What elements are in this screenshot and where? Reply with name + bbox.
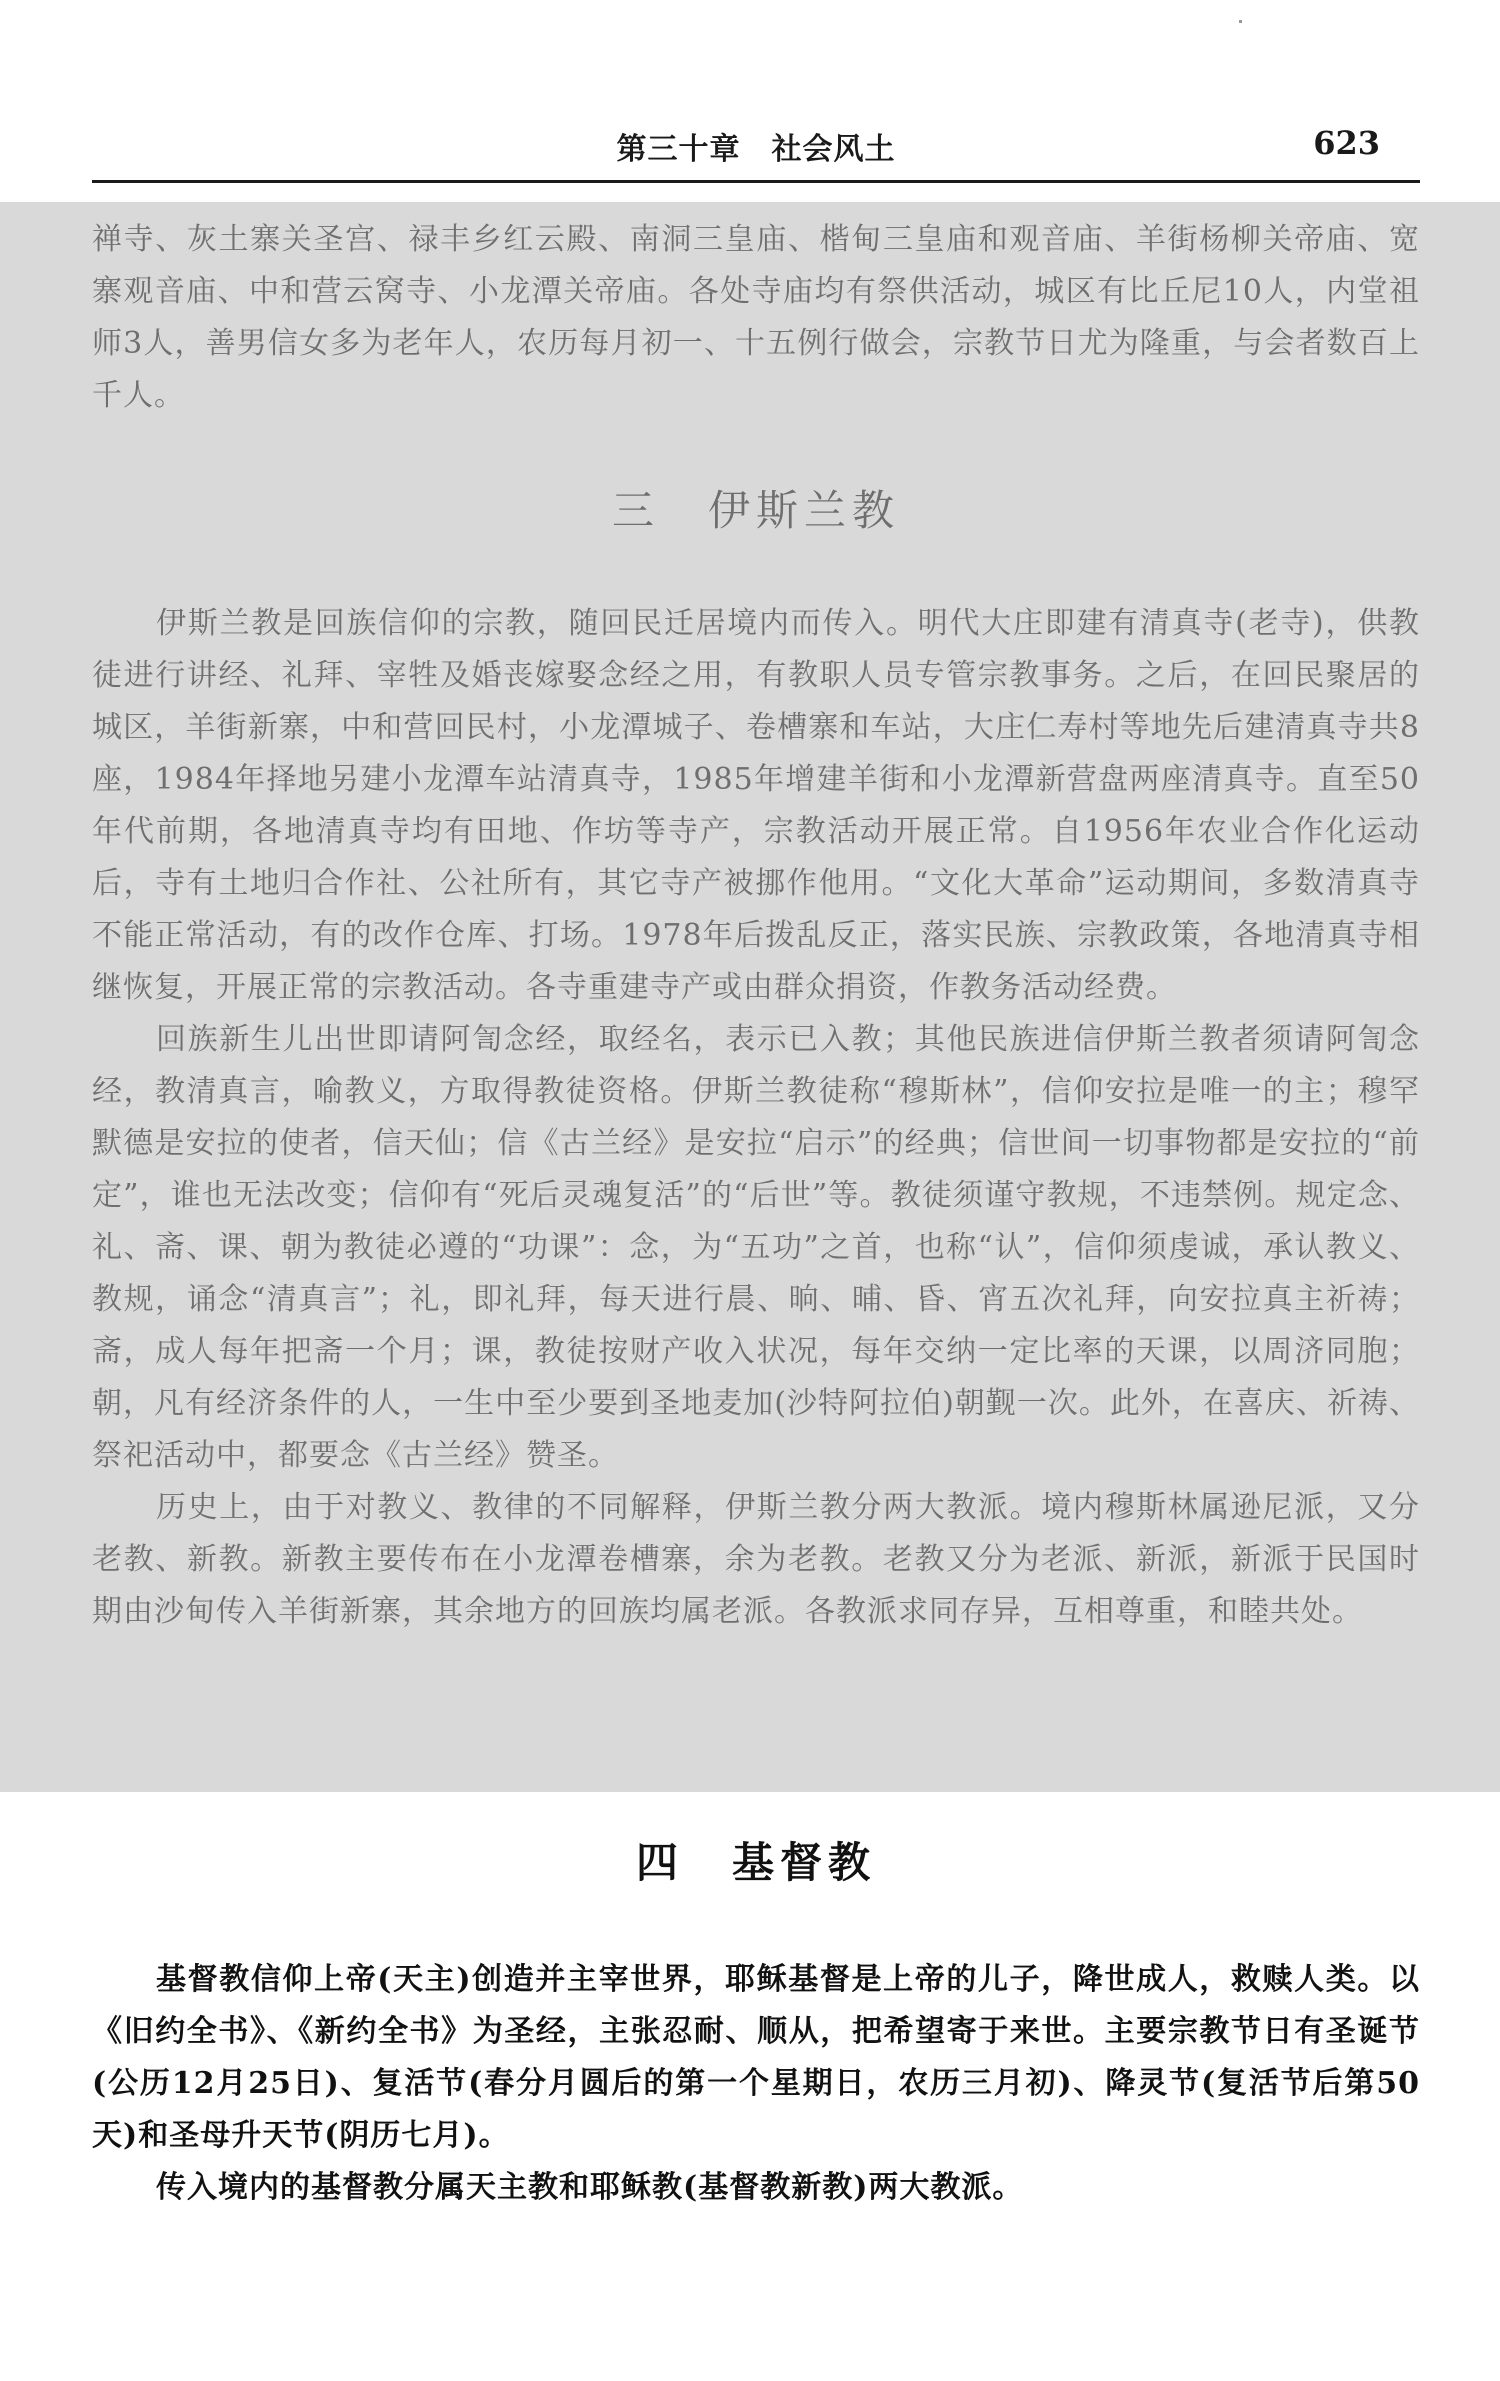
islam-paragraph-history: 伊斯兰教是回族信仰的宗教，随回民迁居境内而传入。明代大庄即建有清真寺(老寺)，供教徒进行讲经、礼拜、宰牲及婚丧嫁娶念经之用，有教职人员专管宗教事务。之后，在回民聚居的城区，羊街新寨，中和营回民村，小龙潭城子、卷槽寨和车站，大庄仁寿村等地先后建清真寺共8座，1984年择地另建小龙潭车站清真寺，1985年增建羊街和小龙潭新营盘两座清真寺。直至50年代前期，各地清真寺均有田地、作坊等寺产，宗教活动开展正常。自1956年农业合作化运动后，寺有土地归合作社、公社所有，其它寺产被挪作他用。“文化大革命”运动期间，多数清真寺不能正常活动，有的改作仓库、打场。1978年后拨乱反正，落实民族、宗教政策，各地清真寺相继恢复，开展正常的宗教活动。各寺重建寺产或由群众捐资，作教务活动经费。 [92,606,1420,1005]
islam-body [92,598,1420,1638]
section-heading-christianity: 四 基督教 [635,1838,876,1887]
christianity-paragraph-sects: 传入境内的基督教分属天主教和耶稣教(基督教新教)两大教派。 [156,2170,1024,2205]
section-heading-islam: 三 伊斯兰教 [611,486,900,535]
christianity-paragraph-beliefs: 基督教信仰上帝(天主)创造并主宰世界，耶稣基督是上帝的儿子，降世成人，救赎人类。以《旧约全书》、《新约全书》为圣经，主张忍耐、顺从，把希望寄于来世。主要宗教节日有圣诞节(公历12月25日)、复活节(春分月圆后的第一个星期日，农历三月初)、降灵节(复活节后第50天)和圣母升天节(阴历七月)。 [92,1962,1420,2153]
islam-paragraph-sects: 历史上，由于对教义、教律的不同解释，伊斯兰教分两大教派。境内穆斯林属逊尼派，又分老教、新教。新教主要传布在小龙潭卷槽寨，余为老教。老教又分为老派、新派，新派于民国时期由沙甸传入羊街新寨，其余地方的回族均属老派。各教派求同存异，互相尊重，和睦共处。 [92,1490,1420,1629]
page-number: 623 [1313,124,1380,162]
page-header [92,118,1420,183]
islam-section [92,478,1420,538]
continued-section [92,214,1420,422]
continued-paragraph: 禅寺、灰土寨关圣宫、禄丰乡红云殿、南洞三皇庙、楷甸三皇庙和观音庙、羊街杨柳关帝庙、宽寨观音庙、中和营云窝寺、小龙潭关帝庙。各处寺庙均有祭供活动，城区有比丘尼10人，内堂祖师3人，善男信女多为老年人，农历每月初一、十五例行做会，宗教节日尤为隆重，与会者数百上千人。 [92,222,1420,413]
christianity-body [92,1954,1420,2214]
chapter-title: 第三十章 社会风土 [616,132,896,167]
christianity-section [92,1830,1420,1890]
islam-paragraph-beliefs: 回族新生儿出世即请阿訇念经，取经名，表示已入教；其他民族进信伊斯兰教者须请阿訇念经，教清真言，喻教义，方取得教徒资格。伊斯兰教徒称“穆斯林”，信仰安拉是唯一的主；穆罕默德是安拉的使者，信天仙；信《古兰经》是安拉“启示”的经典；信世间一切事物都是安拉的“前定”，谁也无法改变；信仰有“死后灵魂复活”的“后世”等。教徒须谨守教规，不违禁例。规定念、礼、斋、课、朝为教徒必遵的“功课”：念，为“五功”之首，也称“认”，信仰须虔诚，承认教义、教规，诵念“清真言”；礼，即礼拜，每天进行晨、晌、晡、昏、宵五次礼拜，向安拉真主祈祷；斋，成人每年把斋一个月；课，教徒按财产收入状况，每年交纳一定比率的天课，以周济同胞；朝，凡有经济条件的人，一生中至少要到圣地麦加(沙特阿拉伯)朝觐一次。此外，在喜庆、祈祷、祭祀活动中，都要念《古兰经》赞圣。 [92,1022,1420,1473]
scan-speck [1239,20,1242,23]
